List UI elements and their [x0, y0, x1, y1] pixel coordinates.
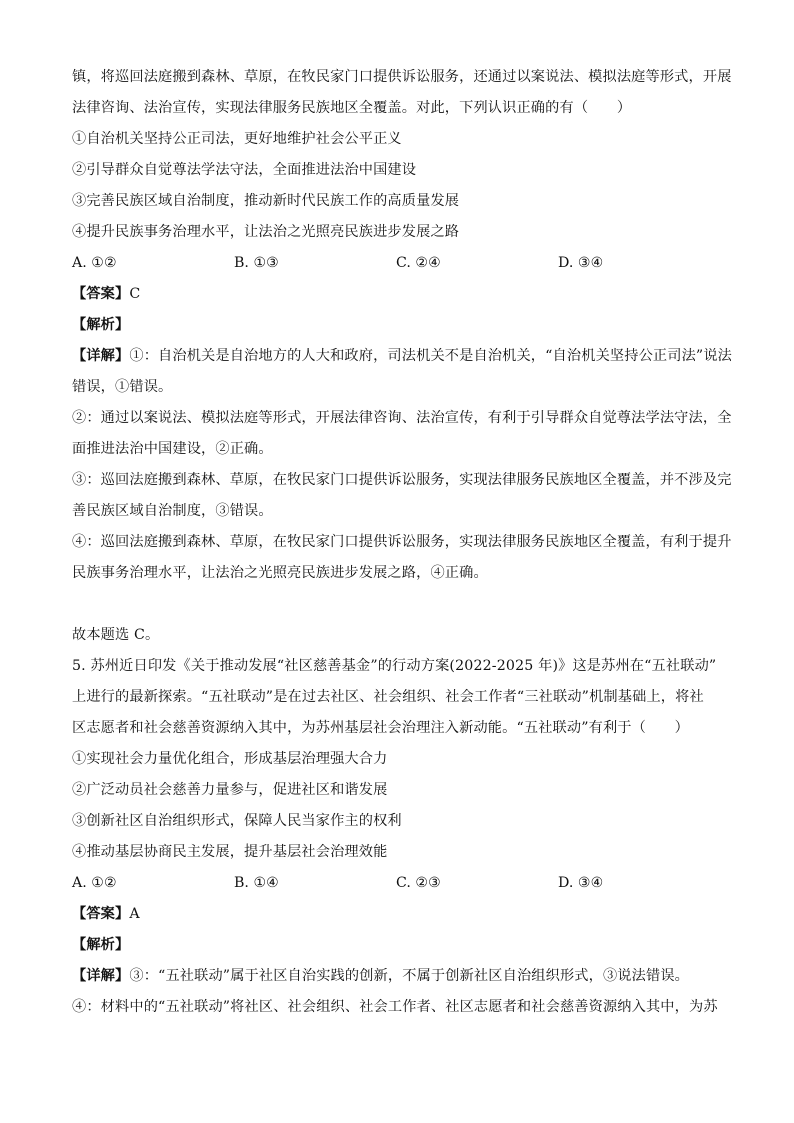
- detail-line: 【详解】①：自治机关是自治地方的人大和政府，司法机关不是自治机关，“自治机关坚持公正司法”说法: [72, 348, 733, 364]
- detail-line: ④：材料中的“五社联动”将社区、社会组织、社会工作者、社区志愿者和社会慈善资源纳入其中，为苏: [72, 999, 718, 1015]
- analysis-tag: 【解析】: [72, 317, 130, 333]
- detail-line: 错误，①错误。: [72, 379, 173, 395]
- detail-line: ③：巡回法庭搬到森林、草原，在牧民家门口提供诉讼服务，实现法律服务民族地区全覆盖，并不涉及完: [72, 472, 732, 488]
- stem-line: 上进行的最新探索。“五社联动”是在过去社区、社会组织、社会工作者“三社联动”机制基础上，将社: [72, 689, 704, 705]
- statement-item: ④推动基层协商民主发展，提升基层社会治理效能: [72, 844, 388, 860]
- stem-line: 镇，将巡回法庭搬到森林、草原，在牧民家门口提供诉讼服务，还通过以案说法、模拟法庭等形式，开展: [72, 69, 732, 85]
- stem-line: 5. 苏州近日印发《关于推动发展“社区慈善基金”的行动方案(2022-2025 年)》这是苏州在“五社联动”: [72, 658, 717, 674]
- question-5-options: [72, 868, 722, 899]
- question-5-detail: [72, 961, 722, 1023]
- detail-tag: 【详解】: [72, 348, 130, 364]
- detail-line: 面推进法治中国建设，②正确。: [72, 441, 273, 457]
- answer-tag: 【答案】: [72, 906, 130, 922]
- detail-line: 【详解】③：“五社联动”属于社区自治实践的创新，不属于创新社区自治组织形式，③说法错误。: [72, 968, 689, 984]
- question-4-stem: [72, 62, 732, 124]
- detail-line: ②：通过以案说法、模拟法庭等形式，开展法律咨询、法治宣传，有利于引导群众自觉尊法学法守法，全: [72, 410, 732, 426]
- option-c: C. ②④: [396, 255, 441, 271]
- statement-item: ①实现社会力量优化组合，形成基层治理强大合力: [72, 751, 388, 767]
- answer-value: A: [129, 906, 140, 922]
- analysis-tag: 【解析】: [72, 937, 130, 953]
- document-page: [72, 62, 733, 1023]
- statement-item: ②广泛动员社会慈善力量参与，促进社区和谐发展: [72, 782, 388, 798]
- detail-tag: 【详解】: [72, 968, 130, 984]
- answer-line: [72, 899, 722, 930]
- statement-item: ①自治机关坚持公正司法，更好地维护社会公平正义: [72, 131, 402, 147]
- statement-item: ②引导群众自觉尊法学法守法，全面推进法治中国建设: [72, 162, 417, 178]
- stem-line: 法律咨询、法治宣传，实现法律服务民族地区全覆盖。对此，下列认识正确的有（ ）: [72, 100, 632, 116]
- answer-line: [72, 279, 722, 310]
- answer-value: C: [129, 286, 141, 302]
- statement-item: ③创新社区自治组织形式，保障人民当家作主的权利: [72, 813, 402, 829]
- question-5-items: [72, 744, 722, 868]
- blank-gap: [72, 589, 722, 620]
- statement-item: ④提升民族事务治理水平，让法治之光照亮民族进步发展之路: [72, 224, 460, 240]
- option-d: D. ③④: [558, 255, 604, 271]
- question-4-options: [72, 248, 722, 279]
- detail-line: 善民族区域自治制度，③错误。: [72, 503, 273, 519]
- option-c: C. ②③: [396, 875, 441, 891]
- option-a: A. ①②: [72, 255, 117, 271]
- option-b: B. ①③: [234, 255, 279, 271]
- question-4-items: [72, 124, 722, 248]
- detail-line: ④：巡回法庭搬到森林、草原，在牧民家门口提供诉讼服务，实现法律服务民族地区全覆盖，有利于提升: [72, 534, 732, 550]
- question-5-stem: [72, 651, 722, 744]
- statement-item: ③完善民族区域自治制度，推动新时代民族工作的高质量发展: [72, 193, 460, 209]
- option-a: A. ①②: [72, 875, 117, 891]
- answer-tag: 【答案】: [72, 286, 130, 302]
- conclusion-line: 故本题选 C。: [72, 627, 160, 643]
- option-d: D. ③④: [558, 875, 604, 891]
- detail-line: 民族事务治理水平，让法治之光照亮民族进步发展之路，④正确。: [72, 565, 488, 581]
- question-4-detail: [72, 341, 733, 589]
- stem-line: 区志愿者和社会慈善资源纳入其中，为苏州基层社会治理注入新动能。“五社联动”有利于（ ）: [72, 720, 689, 736]
- option-b: B. ①④: [234, 875, 279, 891]
